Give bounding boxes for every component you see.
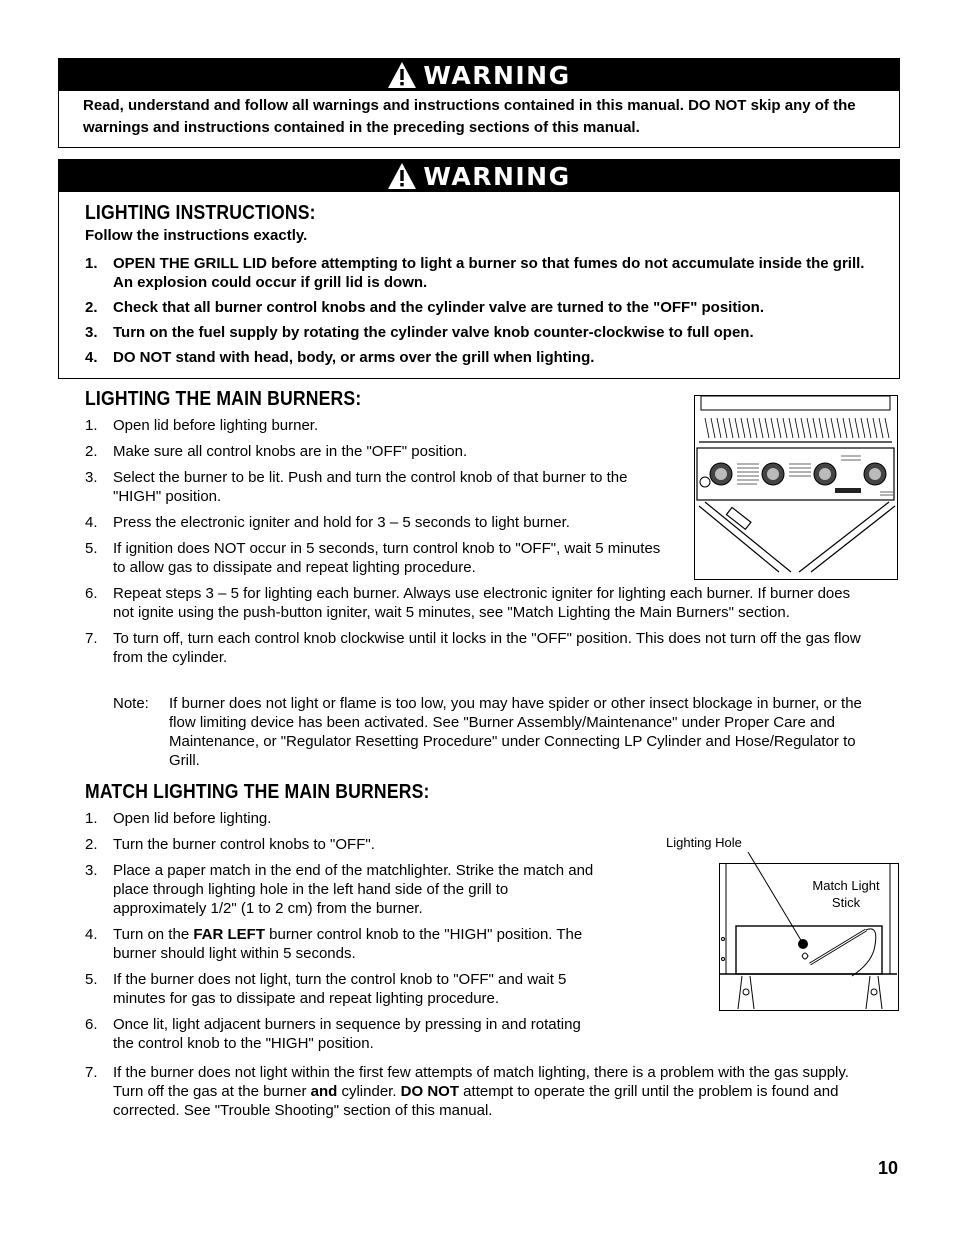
grill-illustration [695, 396, 896, 578]
main-burners-list-b [85, 584, 875, 674]
warning-heading: WARNING [423, 60, 571, 90]
list-item: 4. Press the electronic igniter and hold for 3 – 5 seconds to light burner. [85, 514, 570, 531]
list-item: 7. If the burner does not light within the first few attempts of match lighting, there is a problem with the gas supply. Turn off the gas at the burner and cylinder. DO NOT attempt to operate the grill until the problem is found and corrected. See "Trouble Shooting" section of this manual. [85, 1064, 849, 1119]
list-item: 1. OPEN THE GRILL LID before attempting to light a burner so that fumes do not accumulate inside the grill. An explosion could occur if grill lid is down. [85, 255, 865, 291]
warning-triangle-icon [387, 162, 417, 190]
list-item: 6. Once lit, light adjacent burners in sequence by pressing in and rotating the control knob to the "HIGH" position. [85, 1016, 581, 1052]
list-item: 5. If ignition does NOT occur in 5 seconds, turn control knob to "OFF", wait 5 minutes to allow gas to dissipate and repeat lighting procedure. [85, 540, 661, 576]
lighting-hole-leader-line [740, 852, 830, 952]
list-item: 3. Select the burner to be lit. Push and turn the control knob of that burner to the "HIGH" position. [85, 469, 628, 505]
list-item: 1. Open lid before lighting. [85, 810, 272, 827]
match-lighting-list-b [85, 1063, 875, 1127]
list-item: 4. Turn on the FAR LEFT burner control knob to the "HIGH" position. The burner should light within 5 seconds. [85, 926, 583, 962]
list-item: 2. Turn the burner control knobs to "OFF". [85, 836, 375, 853]
grill-control-panel-figure [694, 395, 898, 580]
main-burners-list-a [85, 416, 665, 584]
list-item: 1. Open lid before lighting burner. [85, 417, 319, 434]
warning-box-general [58, 58, 900, 148]
match-light-stick-label: Match Light Stick [812, 878, 880, 910]
warning-banner [59, 160, 899, 192]
list-item: 6. Repeat steps 3 – 5 for lighting each burner. Always use electronic igniter for lighting each burner. If burner does not ignite using the push-button igniter, wait 5 minutes, see "Match Lighting the Main Burners" section. [85, 585, 851, 621]
warning-banner [59, 59, 899, 91]
lighting-instructions-title: LIGHTING INSTRUCTIONS: [85, 202, 316, 224]
main-burners-title: LIGHTING THE MAIN BURNERS: [85, 388, 362, 410]
lighting-hole-label: Lighting Hole [666, 835, 742, 850]
list-item: 5. If the burner does not light, turn the control knob to "OFF" and wait 5 minutes for gas to dissipate and repeat lighting procedure. [85, 971, 567, 1007]
note-text: If burner does not light or flame is too low, you may have spider or other insect blockage in burner, or the flow limiting device has been activated. See "Burner Assembly/Maintenance" under Proper Care and Maintenance, or "Regulator Resetting Procedure" under Connecting LP Cylinder and Hose/Regulator to Grill. [169, 695, 862, 769]
list-item: 3. Turn on the fuel supply by rotating the cylinder valve knob counter-clockwise to full open. [85, 324, 754, 341]
warning-triangle-icon [387, 61, 417, 89]
list-item: 3. Place a paper match in the end of the matchlighter. Strike the match and place through lighting hole in the left hand side of the grill to approximately 1/2" (1 to 2 cm) from the burner. [85, 862, 594, 917]
warning-text: Read, understand and follow all warnings and instructions contained in this manual. DO NOT skip any of the warnings and instructions contained in the preceding sections of this manual. [83, 97, 856, 136]
list-item: 2. Make sure all control knobs are in the "OFF" position. [85, 443, 468, 460]
lighting-instructions-list [85, 254, 880, 373]
main-burners-note [113, 694, 875, 770]
list-item: 2. Check that all burner control knobs and the cylinder valve are turned to the "OFF" position. [85, 299, 764, 316]
match-lighting-list-a [85, 809, 605, 1060]
list-item: 4. DO NOT stand with head, body, or arms over the grill when lighting. [85, 349, 595, 366]
page-number: 10 [877, 1158, 898, 1178]
list-item: 7. To turn off, turn each control knob clockwise until it locks in the "OFF" position. This does not turn off the gas flow from the cylinder. [85, 630, 861, 666]
warning-heading: WARNING [423, 161, 571, 191]
lighting-instructions-subtitle: Follow the instructions exactly. [85, 227, 308, 244]
match-lighting-title: MATCH LIGHTING THE MAIN BURNERS: [85, 781, 430, 803]
note-label: Note: [113, 695, 149, 712]
